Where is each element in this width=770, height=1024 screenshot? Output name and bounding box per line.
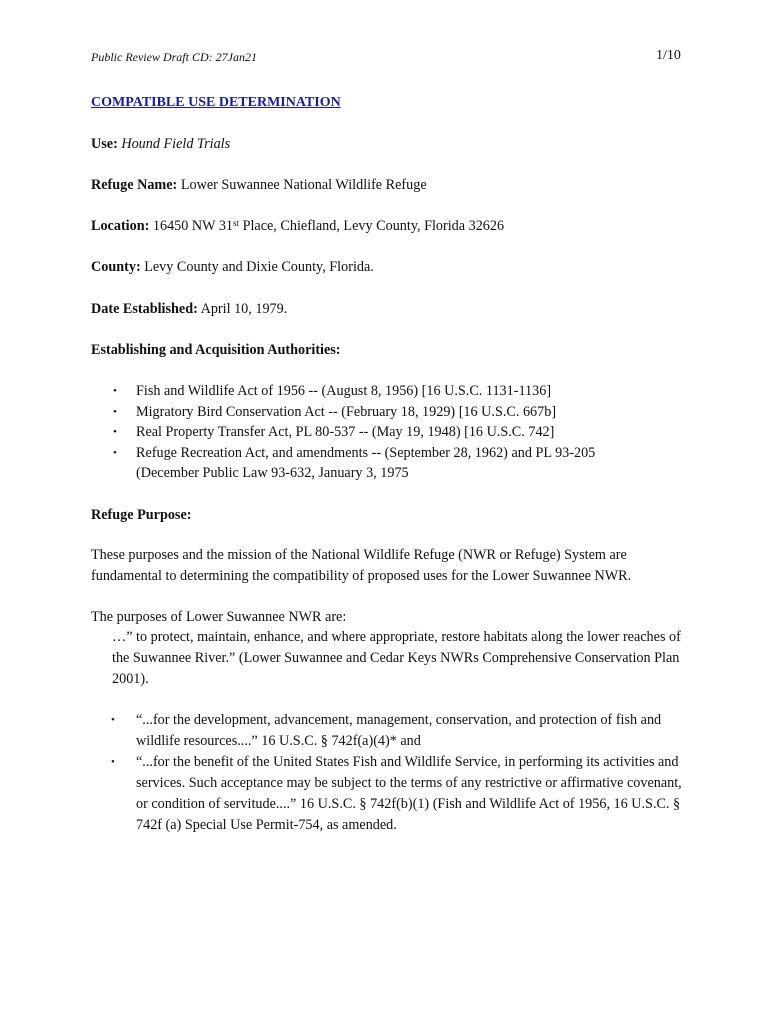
refuge-name-field [91, 176, 427, 194]
purpose-quote: …” to protect, maintain, enhance, and where appropriate, restore habitats along the lower reaches of the Suwannee River.” (Lower Suwannee and Cedar Keys NWRs Comprehensive Conservation Plan 2001). [112, 629, 681, 687]
list-item: • Migratory Bird Conservation Act -- (February 18, 1929) [16 U.S.C. 667b] [113, 403, 557, 420]
refuge-name-value: Lower Suwannee National Wildlife Refuge [180, 177, 427, 193]
authorities-list [91, 381, 691, 484]
page-number: 1/10 [656, 48, 681, 63]
use-field [91, 135, 230, 153]
refuge-purpose-heading: Refuge Purpose: [91, 507, 192, 523]
purpose-intro: These purposes and the mission of the National Wildlife Refuge (NWR or Refuge) System are fundamental to determining the compatibility of proposed uses for the Lower Suwannee NWR. [91, 547, 632, 584]
use-label: Use: [91, 136, 118, 152]
location-value: 16450 NW 31st Place, Chiefland, Levy County, Florida 32626 [152, 218, 505, 234]
use-value: Hound Field Trials [121, 136, 231, 152]
county-value: Levy County and Dixie County, Florida. [144, 259, 374, 275]
purpose-list [91, 710, 691, 836]
authorities-heading: Establishing and Acquisition Authorities: [91, 342, 341, 358]
location-label: Location: [91, 218, 150, 234]
date-established-label: Date Established: [91, 301, 198, 317]
list-item: • “...for the development, advancement, management, conservation, and protection of fish and wildlife resources....” 16 U.S.C. § 742f(a)(4)* and [111, 712, 662, 749]
county-label: County: [91, 259, 141, 275]
draft-header: Public Review Draft CD: 27Jan21 [91, 50, 257, 64]
date-established-field [91, 300, 287, 318]
list-item: • “...for the benefit of the United States Fish and Wildlife Service, in performing its activities and services. Such acceptance may be subject to the terms of any restrictive or affirmative covenant, or condition of servitude....” 16 U.S.C. § 742f(b)(1) (Fish and Wildlife Act of 1956, 16 U.S.C. § 742f (a) Special Use Permit-754, as amended. [111, 754, 682, 833]
purposes-lead: The purposes of Lower Suwannee NWR are: [91, 609, 347, 625]
list-item: • Real Property Transfer Act, PL 80-537 -- (May 19, 1948) [16 U.S.C. 742] [113, 424, 555, 440]
refuge-name-label: Refuge Name: [91, 177, 178, 193]
county-field [91, 258, 374, 276]
location-field [91, 217, 504, 235]
list-item: • Fish and Wildlife Act of 1956 -- (August 8, 1956) [16 U.S.C. 1131-1136] [113, 383, 552, 399]
date-established-value: April 10, 1979. [200, 301, 288, 317]
document-title: COMPATIBLE USE DETERMINATION [91, 95, 341, 110]
list-item: • Refuge Recreation Act, and amendments -- (September 28, 1962) and PL 93-205 (December Public Law 93-632, January 3, 1975 [113, 444, 596, 481]
